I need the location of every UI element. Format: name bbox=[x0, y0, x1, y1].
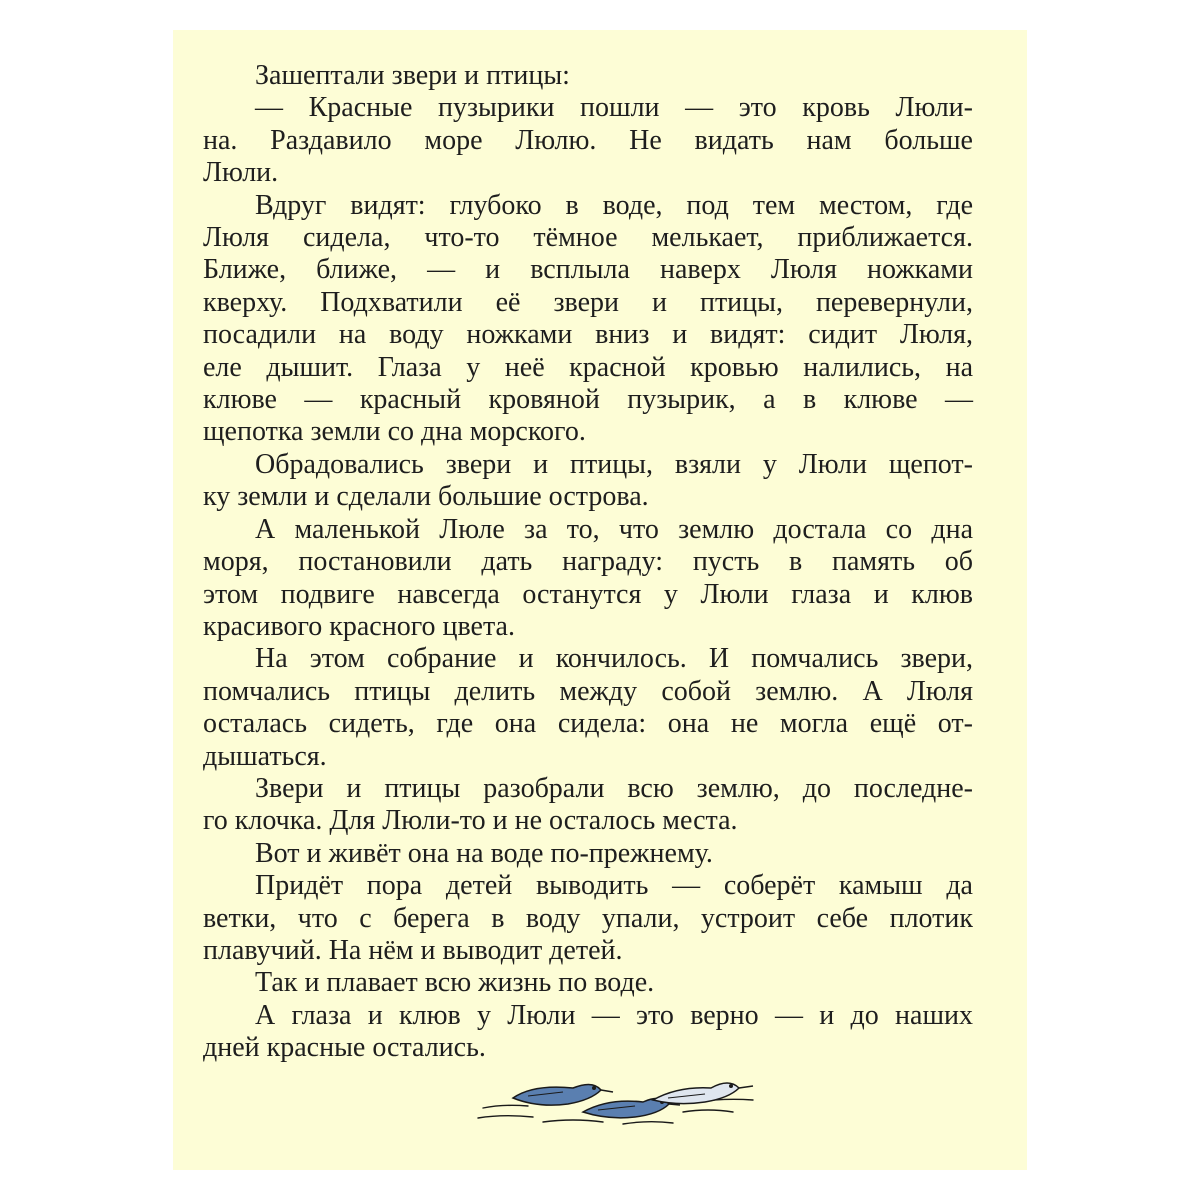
text-line: На этом собрание и кончилось. И помчались звери, bbox=[255, 643, 973, 675]
text-line: Придёт пора детей выводить — соберёт камыш да bbox=[255, 870, 973, 902]
text-line: плавучий. На нём и выводит детей. bbox=[203, 934, 623, 966]
paragraph bbox=[203, 190, 973, 449]
text-line: моря, постановили дать награду: пусть в память об bbox=[203, 546, 973, 578]
text-line: Ближе, ближе, — и всплыла наверх Люля ножками bbox=[203, 254, 973, 286]
paragraph bbox=[203, 514, 973, 644]
text-line: дышаться. bbox=[203, 740, 327, 772]
story-text bbox=[203, 60, 973, 1065]
paragraph bbox=[203, 773, 973, 838]
text-line: осталась сидеть, где она сидела: она не могла ещё от- bbox=[203, 708, 973, 740]
text-line: посадили на воду ножками вниз и видят: сидит Люля, bbox=[203, 319, 973, 351]
text-line: Так и плавает всю жизнь по воде. bbox=[255, 967, 655, 999]
text-line: красивого красного цвета. bbox=[203, 610, 515, 642]
paragraph bbox=[203, 60, 973, 92]
paragraph bbox=[203, 838, 973, 870]
text-line: Люля сидела, что-то тёмное мелькает, приближается. bbox=[203, 222, 973, 254]
book-page bbox=[173, 30, 1027, 1170]
text-line: А глаза и клюв у Люли — это верно — и до наших bbox=[255, 999, 973, 1031]
bird-3 bbox=[653, 1083, 753, 1104]
text-line: Зашептали звери и птицы: bbox=[255, 60, 570, 91]
text-line: Вот и живёт она на воде по-прежнему. bbox=[255, 837, 713, 869]
text-line: клюве — красный кровяной пузырик, а в клюве — bbox=[203, 384, 973, 416]
text-line: кверху. Подхватили её звери и птицы, перевернули, bbox=[203, 286, 973, 318]
text-line: ветки, что с берега в воду упали, устроит себе плотик bbox=[203, 902, 973, 934]
paragraph bbox=[203, 967, 973, 999]
text-line: дней красные остались. bbox=[203, 1032, 486, 1064]
bird-1 bbox=[513, 1084, 613, 1105]
text-line: помчались птицы делить между собой землю. А Люля bbox=[203, 675, 973, 707]
paragraph bbox=[203, 92, 973, 189]
text-line: Звери и птицы разобрали всю землю, до последне- bbox=[255, 772, 973, 804]
text-line: А маленькой Люле за то, что землю достала со дна bbox=[255, 513, 973, 545]
text-line: еле дышит. Глаза у неё красной кровью налились, на bbox=[203, 351, 973, 383]
text-line: ку земли и сделали большие острова. bbox=[203, 481, 649, 513]
text-line: щепотка земли со дна морского. bbox=[203, 416, 586, 448]
paragraph bbox=[203, 449, 973, 514]
text-line: Люли. bbox=[203, 157, 279, 189]
paragraph bbox=[203, 643, 973, 773]
paragraph bbox=[203, 1000, 973, 1065]
text-line: на. Раздавило море Люлю. Не видать нам больше bbox=[203, 124, 973, 156]
text-line: — Красные пузырики пошли — это кровь Люли- bbox=[255, 92, 973, 124]
text-line: Обрадовались звери и птицы, взяли у Люли щепот- bbox=[255, 448, 973, 480]
birds-swimming-illustration bbox=[473, 1060, 763, 1130]
text-line: го клочка. Для Люли-то и не осталось места. bbox=[203, 805, 738, 837]
text-line: этом подвиге навсегда останутся у Люли глаза и клюв bbox=[203, 578, 973, 610]
text-line: Вдруг видят: глубоко в воде, под тем местом, где bbox=[255, 189, 973, 221]
paragraph bbox=[203, 870, 973, 967]
